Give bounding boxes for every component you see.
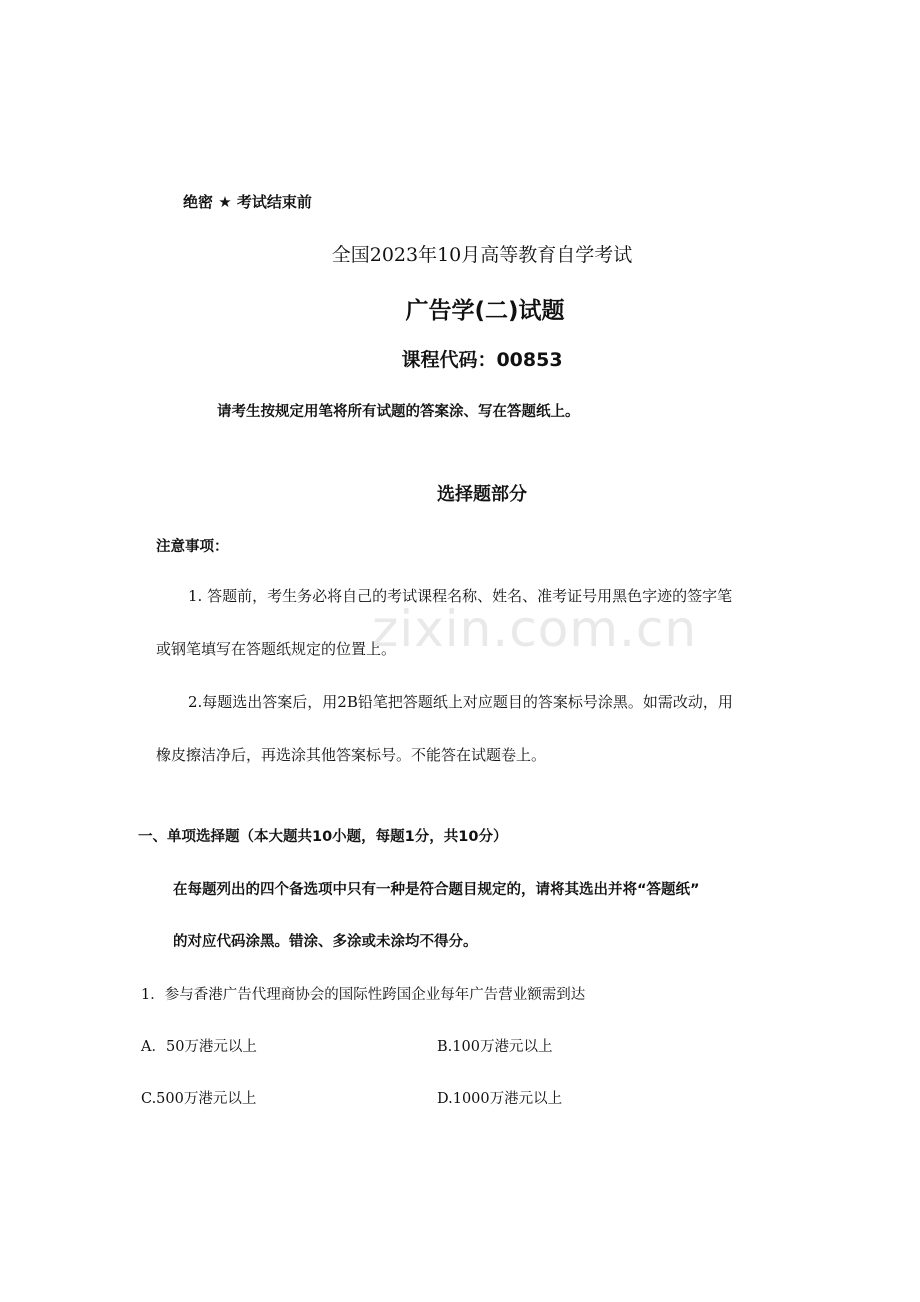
watermark: zixin.com.cn (372, 600, 698, 658)
notes-label: 注意事项： (156, 539, 229, 555)
paper-title: 广告学(二)试题 (405, 298, 565, 324)
exam-title: 全国2023年10月高等教育自学考试 (331, 244, 633, 266)
confidential-label: 绝密 ★ 考试结束前 (183, 193, 312, 211)
part-description-line: 的对应代码涂黑。错涂、多涂或未涂均不得分。 (173, 934, 478, 950)
part-heading: 一、单项选择题（本大题共10小题，每题1分，共10分） (138, 829, 508, 845)
note-item-line: 或钢笔填写在答题纸规定的位置上。 (156, 640, 397, 658)
option-b: B.100万港元以上 (437, 1039, 553, 1055)
course-code: 课程代码：00853 (401, 349, 563, 371)
option-a: A．50万港元以上 (141, 1039, 257, 1055)
note-item-line: 1. 答题前，考生务必将自己的考试课程名称、姓名、准考证号用黑色字迹的签字笔 (188, 587, 733, 605)
section-title: 选择题部分 (437, 484, 527, 505)
option-c: C.500万港元以上 (141, 1091, 257, 1107)
exam-instruction: 请考生按规定用笔将所有试题的答案涂、写在答题纸上。 (217, 404, 580, 420)
part-description-line: 在每题列出的四个备选项中只有一种是符合题目规定的，请将其选出并将“答题纸” (173, 882, 700, 898)
note-item-line: 橡皮擦洁净后，再选涂其他答案标号。不能答在试题卷上。 (156, 746, 547, 764)
question-stem: 1．参与香港广告代理商协会的国际性跨国企业每年广告营业额需到达 (141, 987, 586, 1003)
note-item-line: 2.每题选出答案后，用2B铅笔把答题纸上对应题目的答案标号涂黑。如需改动，用 (188, 693, 733, 711)
option-d: D.1000万港元以上 (437, 1091, 563, 1107)
